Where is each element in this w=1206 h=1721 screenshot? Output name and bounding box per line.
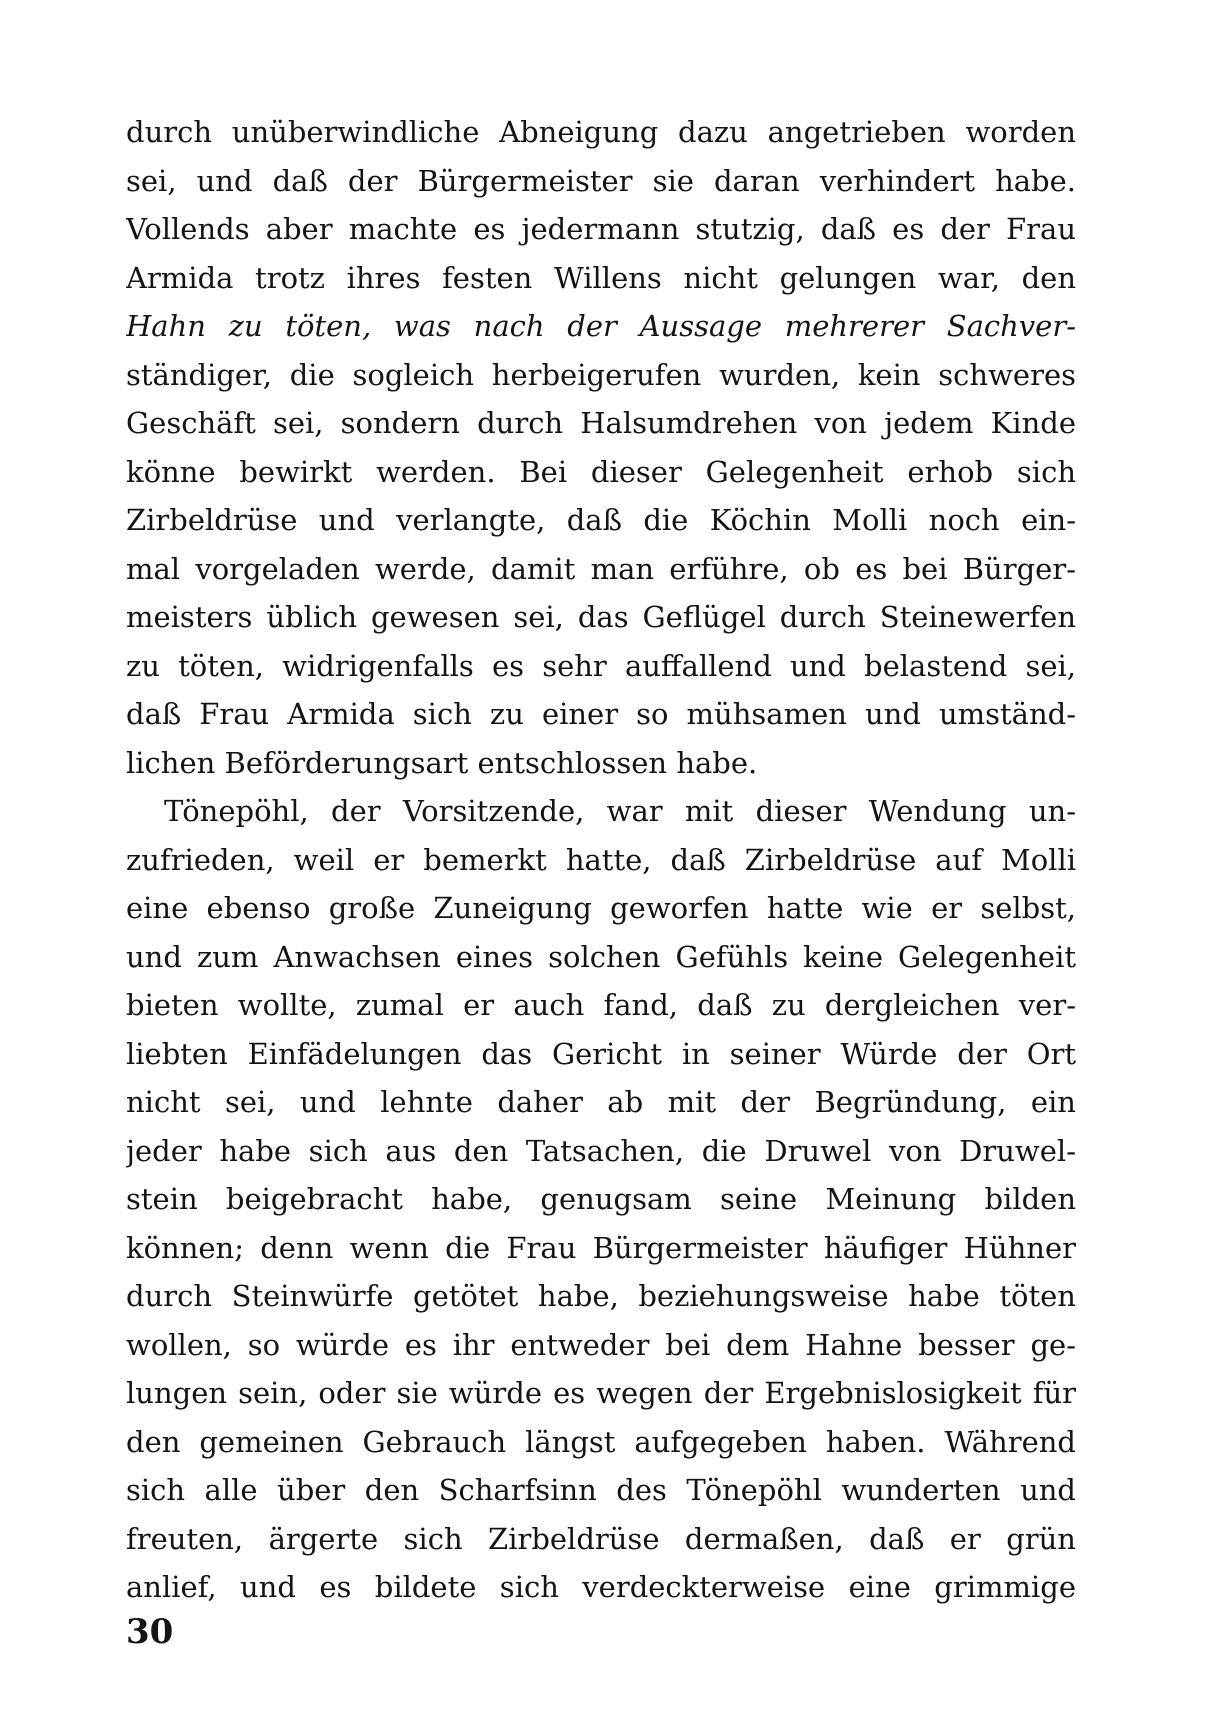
text-line: mal vorgeladen werde, damit man erführe, ob es bei Bürger-: [126, 551, 1076, 586]
text-line: bieten wollte, zumal er auch fand, daß zu dergleichen ver-: [126, 988, 1076, 1022]
text-line: sich alle über den Scharfsinn des Tönepöhl wunderten und: [126, 1473, 1076, 1507]
text-line: jeder habe sich aus den Tatsachen, die Druwel von Druwel-: [126, 1133, 1076, 1168]
text-line: ständiger, die sogleich herbeigerufen wurden, kein schweres: [126, 357, 1076, 392]
text-line: zufrieden, weil er bemerkt hatte, daß Zirbeldrüse auf Molli: [126, 842, 1076, 877]
text-line: Armida trotz ihres festen Willens nicht gelungen war, den: [126, 260, 1076, 295]
text-line: lichen Beförderungsart entschlossen habe.: [126, 745, 758, 780]
text-line: könne bewirkt werden. Bei dieser Gelegenheit erhob sich: [126, 454, 1076, 489]
text-line: Tönepöhl, der Vorsitzende, war mit dieser Wendung un-: [164, 794, 1076, 828]
text-line: sei, und daß der Bürgermeister sie daran verhindert habe.: [126, 163, 1076, 198]
text-line: Geschäft sei, sondern durch Halsumdrehen von jedem Kinde: [126, 406, 1076, 440]
text-line: Zirbeldrüse und verlangte, daß die Köchin Molli noch ein-: [126, 503, 1076, 537]
body-text: [126, 108, 1076, 1612]
page-number: 30: [126, 1612, 174, 1652]
text-line: daß Frau Armida sich zu einer so mühsamen und umständ-: [126, 697, 1076, 731]
text-line: meisters üblich gewesen sei, das Geflügel durch Steinewerfen: [126, 600, 1076, 634]
text-line: durch unüberwindliche Abneigung dazu angetrieben worden: [126, 115, 1076, 149]
text-line: anlief, und es bildete sich verdeckterweise eine grimmige: [126, 1570, 1076, 1604]
text-line: wollen, so würde es ihr entweder bei dem Hahne besser ge-: [126, 1327, 1076, 1362]
text-line: liebten Einfädelungen das Gericht in seiner Würde der Ort: [126, 1036, 1076, 1071]
text-line: nicht sei, und lehnte daher ab mit der Begründung, ein: [126, 1085, 1076, 1119]
text-line: und zum Anwachsen eines solchen Gefühls keine Gelegenheit: [126, 939, 1076, 974]
text-line: lungen sein, oder sie würde es wegen der Ergebnislosigkeit für: [126, 1376, 1076, 1410]
text-line: zu töten, widrigenfalls es sehr auffallend und belastend sei,: [126, 648, 1076, 683]
text-line: stein beigebracht habe, genugsam seine Meinung bilden: [126, 1182, 1076, 1216]
text-line: können; denn wenn die Frau Bürgermeister häufiger Hühner: [126, 1230, 1076, 1265]
text-line: Vollends aber machte es jedermann stutzig, daß es der Frau: [126, 212, 1076, 246]
text-line: den gemeinen Gebrauch längst aufgegeben haben. Während: [126, 1424, 1076, 1459]
text-line: eine ebenso große Zuneigung geworfen hatte wie er selbst,: [126, 891, 1076, 925]
text-line: durch Steinwürfe getötet habe, beziehungsweise habe töten: [126, 1279, 1076, 1313]
text-line: freuten, ärgerte sich Zirbeldrüse dermaßen, daß er grün: [126, 1521, 1076, 1556]
text-line: Hahn zu töten, was nach der Aussage mehrerer Sachver-: [126, 309, 1076, 343]
